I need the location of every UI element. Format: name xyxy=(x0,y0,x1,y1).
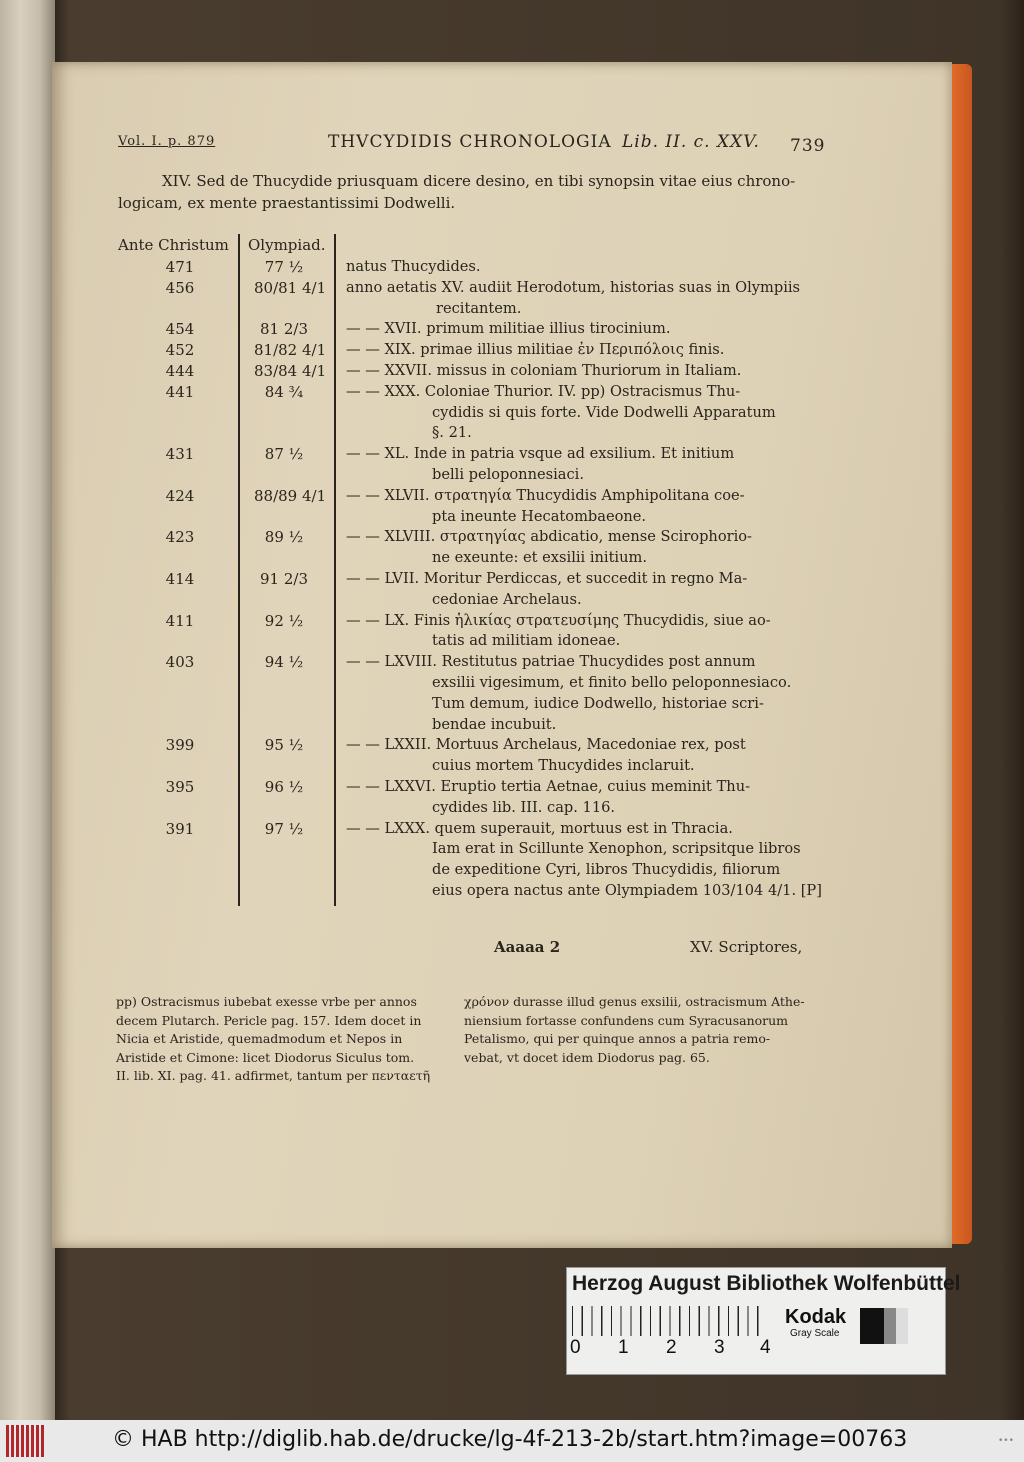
table-entry-line: — — XIX. primae illius militiae ἐν Περιπόλοις finis. xyxy=(346,341,725,359)
kodak-brand: Kodak xyxy=(785,1306,847,1328)
table-year: 444 xyxy=(165,362,195,380)
footnote-line: niensium fortasse confundens cum Syracusanorum xyxy=(464,1012,789,1028)
intro-line-2: logicam, ex mente praestantissimi Dodwelli. xyxy=(118,194,456,212)
footnote-line: vebat, vt docet idem Diodorus pag. 65. xyxy=(464,1049,710,1065)
table-entry-line: tatis ad militiam idoneae. xyxy=(432,632,621,650)
table-entry-line: belli peloponnesiaci. xyxy=(432,466,584,483)
table-year: 441 xyxy=(165,382,195,401)
page-number: 739 xyxy=(790,136,826,156)
table-olympiad: 96 ½ xyxy=(264,778,304,796)
table-olympiad: 95 ½ xyxy=(264,736,304,755)
table-entry-line: bendae incubuit. xyxy=(432,715,557,733)
table-olympiad: 83/84 4/1 xyxy=(254,362,327,380)
table-olympiad: 77 ½ xyxy=(264,258,304,276)
table-year: 424 xyxy=(165,486,195,505)
table-year: 452 xyxy=(165,341,195,360)
table-entry-line: — — LXXVI. Eruptio tertia Aetnae, cuius meminit Thu- xyxy=(346,778,751,795)
scale-num-1: 1 xyxy=(618,1337,629,1358)
table-year: 399 xyxy=(165,736,195,755)
table-olympiad: 87 ½ xyxy=(264,445,304,464)
table-entry-line: — — XLVII. στρατηγία Thucydidis Amphipolitana coe- xyxy=(346,486,745,504)
table-olympiad: 81 2/3 xyxy=(260,320,308,339)
table-rule-2 xyxy=(334,234,336,906)
book-spine-edge xyxy=(0,0,55,1420)
table-olympiad: 97 ½ xyxy=(264,819,304,838)
table-entry-line: eius opera nactus ante Olympiadem 103/104 4/1. [P] xyxy=(432,882,822,899)
table-olympiad: 84 ¾ xyxy=(264,382,304,401)
scale-num-0: 0 xyxy=(570,1337,581,1358)
table-olympiad: 80/81 4/1 xyxy=(254,278,327,297)
scale-num-4: 4 xyxy=(760,1337,771,1358)
table-year: 431 xyxy=(165,445,195,464)
table-entry-line: — — LVII. Moritur Perdiccas, et succedit in regno Ma- xyxy=(346,570,748,587)
table-year: 403 xyxy=(165,653,195,672)
gray-swatch xyxy=(860,1308,908,1344)
table-entry-line: cydides lib. III. cap. 116. xyxy=(432,798,616,816)
scale-ruler xyxy=(572,1306,767,1336)
table-olympiad: 91 2/3 xyxy=(260,570,308,588)
col-header-year: Ante Christum xyxy=(118,236,229,254)
table-olympiad: 94 ½ xyxy=(264,653,304,672)
table-entry-line: — — LXXII. Mortuus Archelaus, Macedoniae rex, post xyxy=(346,736,746,754)
footnote-line: Aristide et Cimone: licet Diodorus Siculus tom. xyxy=(116,1049,415,1065)
table-entry-line: de expeditione Cyri, libros Thucydidis, filiorum xyxy=(432,861,781,879)
scale-num-3: 3 xyxy=(714,1337,725,1358)
table-entry-line: cedoniae Archelaus. xyxy=(432,590,582,608)
table-entry-line: anno aetatis XV. audiit Herodotum, historias suas in Olympiis xyxy=(346,278,801,296)
footer-copyright-link[interactable]: © HAB http://diglib.hab.de/drucke/lg-4f-213-2b/start.htm?image=00763 xyxy=(112,1427,908,1452)
table-entry-line: — — LXXX. quem superauit, mortuus est in Thracia. xyxy=(346,819,733,837)
table-entry-line: natus Thucydides. xyxy=(346,258,481,275)
table-entry-line: — — XL. Inde in patria vsque ad exsilium. Et initium xyxy=(346,445,735,463)
table-year: 423 xyxy=(165,528,195,547)
footnote-line: χρόνον durasse illud genus exsilii, ostracismum Athe- xyxy=(464,994,805,1009)
signature-mark: Aaaaa 2 xyxy=(494,938,561,956)
table-olympiad: 81/82 4/1 xyxy=(254,341,327,360)
footnote-line: pp) Ostracismus iubebat exesse vrbe per annos xyxy=(116,994,417,1009)
label-title: Herzog August Bibliothek Wolfenbüttel xyxy=(572,1272,961,1295)
footnote-line: Petalismo, qui per quinque annos a patria remo- xyxy=(464,1031,771,1046)
header-title: THVCYDIDIS CHRONOLOGIA xyxy=(328,132,612,152)
col-header-olympiad: Olympiad. xyxy=(248,236,326,254)
table-entry-line: §. 21. xyxy=(432,424,472,442)
header-book: Lib. II. c. XXV. xyxy=(622,132,760,152)
table-entry-line: cuius mortem Thucydides inclaruit. xyxy=(432,757,695,775)
table-year: 471 xyxy=(165,258,195,276)
table-entry-line: ne exeunte: et exsilii initium. xyxy=(432,549,647,567)
table-year: 414 xyxy=(165,570,195,588)
table-entry-line: recitantem. xyxy=(436,299,522,317)
table-year: 411 xyxy=(165,611,195,630)
table-entry-line: — — LX. Finis ἡλικίας στρατευσίμης Thucydidis, siue ao- xyxy=(346,611,771,629)
table-entry-line: — — LXVIII. Restitutus patriae Thucydides post annum xyxy=(346,653,756,671)
table-entry-line: exsilii vigesimum, et finito bello peloponnesiaco. xyxy=(432,674,792,691)
footnote-line: Nicia et Aristide, quemadmodum et Nepos in xyxy=(116,1031,403,1046)
table-entry-line: — — XXVII. missus in coloniam Thuriorum in Italiam. xyxy=(346,362,742,379)
table-rule-1 xyxy=(238,234,240,906)
table-year: 454 xyxy=(165,320,195,339)
footnote-line: decem Plutarch. Pericle pag. 157. Idem docet in xyxy=(116,1012,422,1028)
more-icon[interactable]: ••• xyxy=(998,1436,1014,1446)
table-entry-line: Tum demum, iudice Dodwello, historiae scri- xyxy=(432,694,764,712)
table-olympiad: 88/89 4/1 xyxy=(254,486,327,505)
table-entry-line: pta ineunte Hecatombaeone. xyxy=(432,507,647,525)
intro-line-1: XIV. Sed de Thucydide priusquam dicere desino, en tibi synopsin vitae eius chrono- xyxy=(162,172,796,190)
hab-logo-icon xyxy=(6,1425,46,1457)
footnote-line: II. lib. XI. pag. 41. adfirmet, tantum per πενταετῆ xyxy=(116,1068,431,1083)
table-entry-line: cydidis si quis forte. Vide Dodwelli Apparatum xyxy=(432,403,776,421)
catchword: XV. Scriptores, xyxy=(690,938,803,956)
scale-num-2: 2 xyxy=(666,1337,677,1358)
table-year: 456 xyxy=(165,278,195,297)
table-olympiad: 92 ½ xyxy=(264,611,304,630)
header-ref: Vol. I. p. 879 xyxy=(118,134,216,149)
table-entry-line: — — XVII. primum militiae illius tirocinium. xyxy=(346,320,671,338)
table-entry-line: — — XXX. Coloniae Thurior. IV. pp) Ostracismus Thu- xyxy=(346,382,741,400)
table-olympiad: 89 ½ xyxy=(264,528,304,547)
table-entry-line: — — XLVIII. στρατηγίας abdicatio, mense Scirophorio- xyxy=(346,528,752,546)
table-entry-line: Iam erat in Scillunte Xenophon, scripsitque libros xyxy=(432,840,801,858)
table-year: 395 xyxy=(165,778,195,796)
table-year: 391 xyxy=(165,819,195,838)
gray-scale-text: Gray Scale xyxy=(790,1328,840,1339)
